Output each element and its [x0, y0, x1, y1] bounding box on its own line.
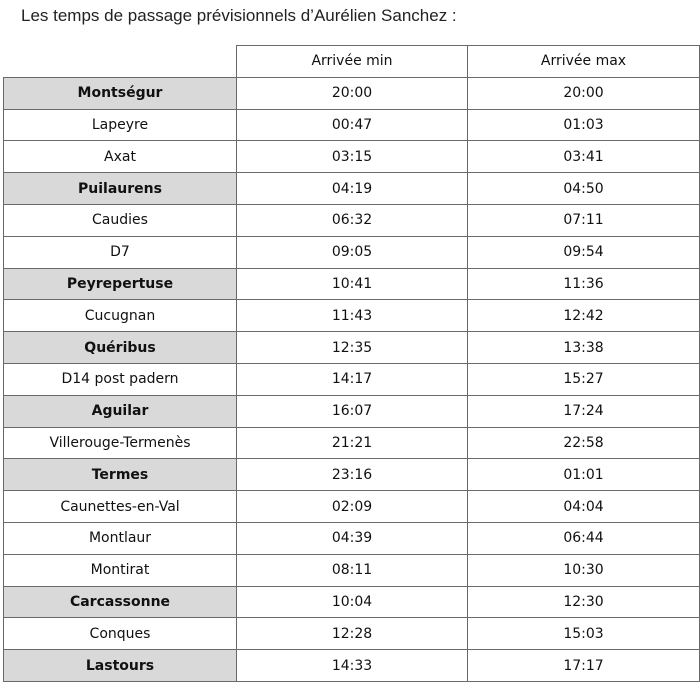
place-name: Termes — [4, 459, 237, 491]
arrival-max: 15:27 — [468, 363, 700, 395]
arrival-min: 11:43 — [237, 300, 468, 332]
header-arrivee-max: Arrivée max — [468, 46, 700, 78]
arrival-max: 01:03 — [468, 109, 700, 141]
arrival-max: 10:30 — [468, 554, 700, 586]
place-name: Carcassonne — [4, 586, 237, 618]
place-name: Quéribus — [4, 332, 237, 364]
arrival-max: 01:01 — [468, 459, 700, 491]
place-name: Lapeyre — [4, 109, 237, 141]
place-name: Aguilar — [4, 395, 237, 427]
place-name: Peyrepertuse — [4, 268, 237, 300]
arrival-max: 22:58 — [468, 427, 700, 459]
place-name: Puilaurens — [4, 173, 237, 205]
table-row — [4, 300, 700, 332]
arrival-min: 16:07 — [237, 395, 468, 427]
arrival-max: 09:54 — [468, 236, 700, 268]
arrival-max: 13:38 — [468, 332, 700, 364]
arrival-min: 10:04 — [237, 586, 468, 618]
arrival-min: 21:21 — [237, 427, 468, 459]
header-arrivee-min: Arrivée min — [237, 46, 468, 78]
passage-times-table — [3, 45, 700, 682]
page-title: Les temps de passage prévisionnels d’Aurélien Sanchez : — [21, 6, 457, 25]
table-row — [4, 109, 700, 141]
place-name: D14 post padern — [4, 363, 237, 395]
place-name: Lastours — [4, 650, 237, 682]
arrival-max: 15:03 — [468, 618, 700, 650]
table-row — [4, 363, 700, 395]
place-name: D7 — [4, 236, 237, 268]
arrival-max: 12:30 — [468, 586, 700, 618]
arrival-max: 17:24 — [468, 395, 700, 427]
arrival-min: 12:28 — [237, 618, 468, 650]
place-name: Montirat — [4, 554, 237, 586]
arrival-max: 07:11 — [468, 204, 700, 236]
place-name: Caunettes-en-Val — [4, 491, 237, 523]
table-row — [4, 650, 700, 682]
table-row — [4, 618, 700, 650]
arrival-min: 14:33 — [237, 650, 468, 682]
arrival-min: 10:41 — [237, 268, 468, 300]
arrival-min: 06:32 — [237, 204, 468, 236]
arrival-min: 14:17 — [237, 363, 468, 395]
arrival-max: 17:17 — [468, 650, 700, 682]
table-row — [4, 395, 700, 427]
table-row — [4, 204, 700, 236]
arrival-max: 03:41 — [468, 141, 700, 173]
table-header-row — [4, 46, 700, 78]
arrival-max: 04:04 — [468, 491, 700, 523]
table-row — [4, 491, 700, 523]
arrival-min: 08:11 — [237, 554, 468, 586]
arrival-min: 09:05 — [237, 236, 468, 268]
table-row — [4, 427, 700, 459]
arrival-min: 20:00 — [237, 77, 468, 109]
table-row — [4, 522, 700, 554]
table-row — [4, 77, 700, 109]
table-row — [4, 268, 700, 300]
place-name: Cucugnan — [4, 300, 237, 332]
arrival-min: 23:16 — [237, 459, 468, 491]
arrival-min: 12:35 — [237, 332, 468, 364]
arrival-max: 12:42 — [468, 300, 700, 332]
place-name: Axat — [4, 141, 237, 173]
place-name: Villerouge-Termenès — [4, 427, 237, 459]
table-row — [4, 173, 700, 205]
arrival-min: 00:47 — [237, 109, 468, 141]
arrival-min: 04:19 — [237, 173, 468, 205]
arrival-max: 06:44 — [468, 522, 700, 554]
table-row — [4, 141, 700, 173]
arrival-max: 04:50 — [468, 173, 700, 205]
table-row — [4, 459, 700, 491]
arrival-min: 02:09 — [237, 491, 468, 523]
table-row — [4, 332, 700, 364]
place-name: Montlaur — [4, 522, 237, 554]
place-name: Conques — [4, 618, 237, 650]
place-name: Caudies — [4, 204, 237, 236]
table-row — [4, 586, 700, 618]
arrival-min: 04:39 — [237, 522, 468, 554]
place-name: Montségur — [4, 77, 237, 109]
arrival-max: 11:36 — [468, 268, 700, 300]
header-blank-cell — [4, 46, 237, 78]
arrival-min: 03:15 — [237, 141, 468, 173]
table-row — [4, 554, 700, 586]
table-row — [4, 236, 700, 268]
arrival-max: 20:00 — [468, 77, 700, 109]
